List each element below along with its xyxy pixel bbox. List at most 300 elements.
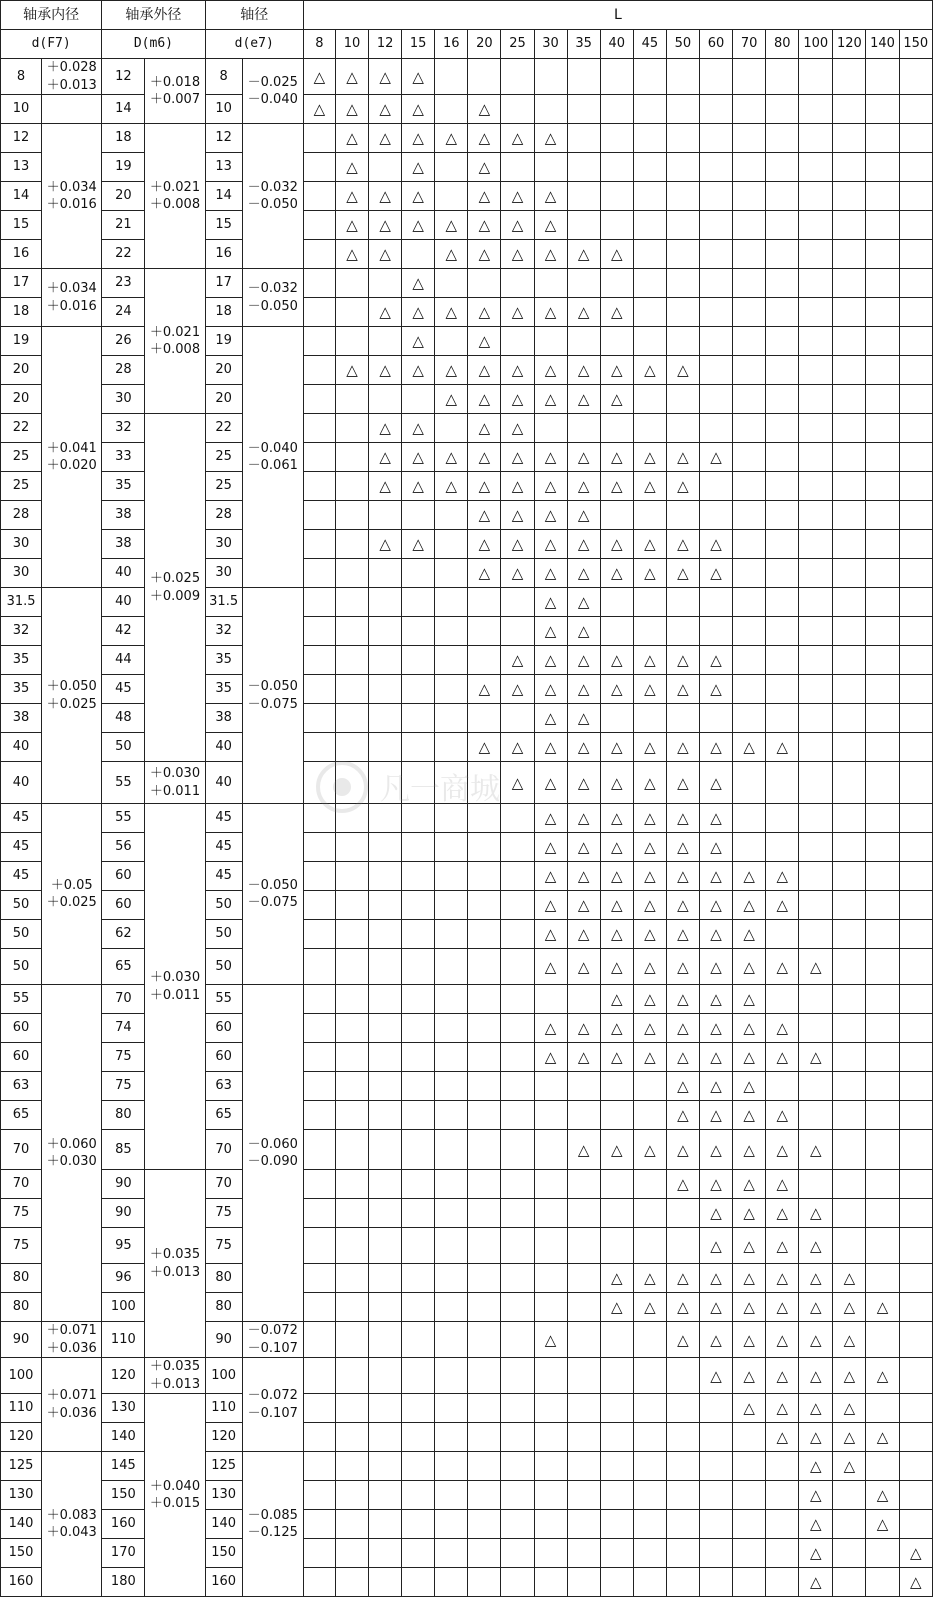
empty-cell [600, 1228, 633, 1264]
empty-cell [435, 1014, 468, 1043]
empty-cell [435, 1423, 468, 1452]
empty-cell [468, 646, 501, 675]
empty-cell [866, 1264, 899, 1293]
available-mark: △ [501, 356, 534, 385]
shaft-tolerance-cell-line: －0.050 [247, 298, 298, 314]
empty-cell [567, 1423, 600, 1452]
empty-cell [335, 920, 368, 949]
available-mark: △ [501, 501, 534, 530]
available-mark: △ [369, 95, 402, 124]
available-mark: △ [766, 1293, 799, 1322]
empty-cell [799, 530, 833, 559]
outer-diameter-cell: 60 [102, 891, 145, 920]
available-mark: △ [866, 1510, 899, 1539]
empty-cell [369, 588, 402, 617]
empty-cell [833, 530, 866, 559]
empty-cell [468, 1228, 501, 1264]
shaft-tolerance-cell-line: －0.075 [247, 696, 298, 712]
empty-cell [435, 530, 468, 559]
empty-cell [866, 327, 899, 356]
empty-cell [335, 985, 368, 1014]
empty-cell [633, 269, 666, 298]
bore-diameter-cell: 20 [1, 385, 42, 414]
length-header-45: 45 [633, 30, 666, 59]
empty-cell [369, 501, 402, 530]
bore-diameter-cell: 13 [1, 153, 42, 182]
empty-cell [567, 1228, 600, 1264]
bore-diameter-cell: 10 [1, 95, 42, 124]
empty-cell [866, 414, 899, 443]
empty-cell [666, 59, 699, 95]
empty-cell [567, 1568, 600, 1597]
empty-cell [534, 1293, 567, 1322]
empty-cell [435, 1510, 468, 1539]
available-mark: △ [799, 1481, 833, 1510]
length-header-150: 150 [899, 30, 932, 59]
available-mark: △ [600, 530, 633, 559]
bore-diameter-cell: 30 [1, 530, 42, 559]
available-mark: △ [866, 1481, 899, 1510]
available-mark: △ [567, 733, 600, 762]
available-mark: △ [799, 1423, 833, 1452]
empty-cell [600, 1452, 633, 1481]
empty-cell [369, 646, 402, 675]
empty-cell [534, 1568, 567, 1597]
available-mark: △ [468, 472, 501, 501]
empty-cell [501, 588, 534, 617]
shaft-diameter-cell: 60 [205, 1043, 242, 1072]
available-mark: △ [369, 443, 402, 472]
empty-cell [435, 1452, 468, 1481]
empty-cell [633, 182, 666, 211]
empty-cell [600, 1199, 633, 1228]
shaft-diameter-cell: 70 [205, 1130, 242, 1170]
empty-cell [335, 1394, 368, 1423]
empty-cell [567, 95, 600, 124]
empty-cell [435, 153, 468, 182]
table-row [1, 501, 933, 530]
empty-cell [833, 804, 866, 833]
outer-diameter-cell: 14 [102, 95, 145, 124]
empty-cell [899, 1481, 932, 1510]
empty-cell [501, 704, 534, 733]
table-row [1, 414, 933, 443]
empty-cell [468, 762, 501, 804]
available-mark: △ [468, 443, 501, 472]
available-mark: △ [766, 733, 799, 762]
available-mark: △ [699, 1130, 732, 1170]
empty-cell [866, 833, 899, 862]
empty-cell [369, 704, 402, 733]
shaft-diameter-cell: 80 [205, 1264, 242, 1293]
empty-cell [899, 675, 932, 704]
bore-tolerance-cell-line: ＋0.016 [46, 298, 97, 314]
available-mark: △ [733, 985, 766, 1014]
shaft-tolerance-cell-line: －0.050 [247, 679, 298, 695]
empty-cell [733, 559, 766, 588]
empty-cell [766, 182, 799, 211]
empty-cell [534, 1228, 567, 1264]
available-mark: △ [534, 1043, 567, 1072]
shaft-diameter-cell: 45 [205, 862, 242, 891]
available-mark: △ [600, 675, 633, 704]
bore-tolerance-cell-line: ＋0.030 [46, 1154, 97, 1170]
available-mark: △ [733, 1228, 766, 1264]
table-row [1, 920, 933, 949]
available-mark: △ [567, 501, 600, 530]
empty-cell [402, 985, 435, 1014]
empty-cell [402, 1423, 435, 1452]
bore-diameter-cell: 25 [1, 443, 42, 472]
available-mark: △ [501, 385, 534, 414]
outer-diameter-cell: 30 [102, 385, 145, 414]
empty-cell [633, 153, 666, 182]
length-header-50: 50 [666, 30, 699, 59]
available-mark: △ [733, 1130, 766, 1170]
empty-cell [699, 1394, 732, 1423]
empty-cell [335, 1130, 368, 1170]
empty-cell [833, 1072, 866, 1101]
empty-cell [899, 559, 932, 588]
empty-cell [435, 1481, 468, 1510]
empty-cell [534, 1199, 567, 1228]
shaft-diameter-cell: 40 [205, 733, 242, 762]
available-mark: △ [633, 530, 666, 559]
empty-cell [468, 269, 501, 298]
empty-cell [402, 762, 435, 804]
bore-tolerance-cell-line: ＋0.041 [46, 440, 97, 456]
available-mark: △ [402, 124, 435, 153]
table-row [1, 1322, 933, 1358]
empty-cell [369, 862, 402, 891]
empty-cell [402, 1228, 435, 1264]
empty-cell [733, 385, 766, 414]
available-mark: △ [666, 762, 699, 804]
empty-cell [402, 1199, 435, 1228]
shaft-diameter-cell: 31.5 [205, 588, 242, 617]
empty-cell [866, 443, 899, 472]
empty-cell [766, 95, 799, 124]
available-mark: △ [534, 501, 567, 530]
available-mark: △ [699, 1293, 732, 1322]
table-row [1, 804, 933, 833]
available-mark: △ [633, 1130, 666, 1170]
available-mark: △ [633, 985, 666, 1014]
available-mark: △ [833, 1358, 866, 1394]
available-mark: △ [699, 733, 732, 762]
empty-cell [369, 1394, 402, 1423]
shaft-tolerance-cell-line: －0.072 [247, 1323, 298, 1339]
empty-cell [833, 949, 866, 985]
empty-cell [699, 124, 732, 153]
empty-cell [435, 414, 468, 443]
empty-cell [899, 1322, 932, 1358]
empty-cell [699, 298, 732, 327]
available-mark: △ [501, 472, 534, 501]
available-mark: △ [534, 675, 567, 704]
bore-diameter-cell: 120 [1, 1423, 42, 1452]
shaft-diameter-cell: 32 [205, 617, 242, 646]
empty-cell [534, 1101, 567, 1130]
available-mark: △ [600, 1130, 633, 1170]
empty-cell [766, 327, 799, 356]
empty-cell [666, 501, 699, 530]
empty-cell [733, 501, 766, 530]
available-mark: △ [567, 617, 600, 646]
outer-tolerance-cell-line: ＋0.007 [149, 92, 201, 108]
shaft-diameter-cell: 14 [205, 182, 242, 211]
empty-cell [369, 675, 402, 704]
available-mark: △ [402, 327, 435, 356]
empty-cell [766, 1539, 799, 1568]
bore-tolerance-cell-line: ＋0.025 [46, 895, 97, 911]
empty-cell [435, 733, 468, 762]
empty-cell [899, 762, 932, 804]
available-mark: △ [866, 1423, 899, 1452]
available-mark: △ [699, 1101, 732, 1130]
empty-cell [899, 414, 932, 443]
empty-cell [468, 1293, 501, 1322]
table-row [1, 59, 933, 95]
empty-cell [369, 153, 402, 182]
bore-diameter-cell: 80 [1, 1264, 42, 1293]
empty-cell [866, 501, 899, 530]
empty-cell [633, 1481, 666, 1510]
table-body [1, 59, 933, 1597]
empty-cell [899, 298, 932, 327]
empty-cell [435, 1293, 468, 1322]
empty-cell [799, 95, 833, 124]
empty-cell [468, 891, 501, 920]
empty-cell [666, 298, 699, 327]
available-mark: △ [766, 1014, 799, 1043]
empty-cell [899, 733, 932, 762]
available-mark: △ [335, 59, 368, 95]
bore-tolerance-cell [42, 327, 102, 588]
table-row [1, 733, 933, 762]
empty-cell [833, 1539, 866, 1568]
empty-cell [733, 704, 766, 733]
empty-cell [303, 1539, 335, 1568]
empty-cell [303, 1264, 335, 1293]
available-mark: △ [766, 1322, 799, 1358]
empty-cell [303, 891, 335, 920]
empty-cell [633, 501, 666, 530]
outer-tolerance-cell [145, 124, 205, 269]
empty-cell [335, 1568, 368, 1597]
available-mark: △ [369, 240, 402, 269]
empty-cell [666, 617, 699, 646]
available-mark: △ [567, 920, 600, 949]
empty-cell [899, 59, 932, 95]
available-mark: △ [600, 1293, 633, 1322]
available-mark: △ [435, 124, 468, 153]
empty-cell [866, 124, 899, 153]
empty-cell [435, 559, 468, 588]
empty-cell [402, 588, 435, 617]
available-mark: △ [699, 646, 732, 675]
bore-diameter-cell: 60 [1, 1043, 42, 1072]
outer-diameter-cell: 45 [102, 675, 145, 704]
empty-cell [303, 269, 335, 298]
empty-cell [402, 1568, 435, 1597]
available-mark: △ [766, 891, 799, 920]
empty-cell [899, 1072, 932, 1101]
bore-tolerance-cell [42, 804, 102, 985]
outer-tolerance-cell [145, 804, 205, 1170]
shaft-tolerance-cell-line: －0.072 [247, 1388, 298, 1404]
empty-cell [303, 240, 335, 269]
shaft-tolerance-cell [242, 1452, 303, 1597]
empty-cell [866, 920, 899, 949]
bore-diameter-cell: 125 [1, 1452, 42, 1481]
available-mark: △ [699, 833, 732, 862]
available-mark: △ [534, 182, 567, 211]
empty-cell [899, 211, 932, 240]
available-mark: △ [833, 1423, 866, 1452]
empty-cell [899, 1101, 932, 1130]
empty-cell [799, 891, 833, 920]
table-row [1, 356, 933, 385]
available-mark: △ [633, 1014, 666, 1043]
empty-cell [833, 472, 866, 501]
available-mark: △ [369, 298, 402, 327]
empty-cell [899, 646, 932, 675]
available-mark: △ [866, 1293, 899, 1322]
empty-cell [666, 95, 699, 124]
shaft-diameter-cell: 110 [205, 1394, 242, 1423]
empty-cell [435, 1101, 468, 1130]
table-row [1, 269, 933, 298]
available-mark: △ [666, 1043, 699, 1072]
available-mark: △ [733, 920, 766, 949]
empty-cell [666, 414, 699, 443]
empty-cell [600, 1072, 633, 1101]
available-mark: △ [534, 704, 567, 733]
available-mark: △ [468, 298, 501, 327]
empty-cell [633, 1452, 666, 1481]
empty-cell [799, 153, 833, 182]
empty-cell [335, 675, 368, 704]
empty-cell [633, 588, 666, 617]
empty-cell [600, 153, 633, 182]
available-mark: △ [567, 356, 600, 385]
available-mark: △ [766, 1394, 799, 1423]
empty-cell [799, 124, 833, 153]
empty-cell [733, 530, 766, 559]
empty-cell [833, 501, 866, 530]
bore-diameter-cell: 45 [1, 804, 42, 833]
empty-cell [866, 588, 899, 617]
empty-cell [534, 153, 567, 182]
empty-cell [501, 862, 534, 891]
outer-diameter-cell: 74 [102, 1014, 145, 1043]
empty-cell [766, 985, 799, 1014]
empty-cell [899, 1130, 932, 1170]
empty-cell [567, 1452, 600, 1481]
empty-cell [468, 1101, 501, 1130]
empty-cell [899, 588, 932, 617]
empty-cell [435, 704, 468, 733]
empty-cell [335, 588, 368, 617]
bore-diameter-cell: 100 [1, 1358, 42, 1394]
empty-cell [534, 1452, 567, 1481]
empty-cell [402, 1510, 435, 1539]
available-mark: △ [866, 1358, 899, 1394]
empty-cell [435, 1130, 468, 1170]
available-mark: △ [402, 211, 435, 240]
empty-cell [468, 920, 501, 949]
empty-cell [899, 1043, 932, 1072]
empty-cell [369, 1510, 402, 1539]
empty-cell [501, 1293, 534, 1322]
length-header-25: 25 [501, 30, 534, 59]
empty-cell [303, 588, 335, 617]
shaft-tolerance-cell-line: －0.040 [247, 440, 298, 456]
bore-diameter-cell: 18 [1, 298, 42, 327]
available-mark: △ [567, 891, 600, 920]
available-mark: △ [567, 833, 600, 862]
bore-diameter-cell: 65 [1, 1101, 42, 1130]
available-mark: △ [468, 356, 501, 385]
empty-cell [666, 1510, 699, 1539]
shaft-tolerance-cell [242, 59, 303, 124]
empty-cell [468, 1264, 501, 1293]
empty-cell [303, 1510, 335, 1539]
available-mark: △ [534, 762, 567, 804]
empty-cell [303, 559, 335, 588]
outer-diameter-cell: 19 [102, 153, 145, 182]
empty-cell [534, 1264, 567, 1293]
shaft-tolerance-cell [242, 985, 303, 1322]
available-mark: △ [534, 617, 567, 646]
empty-cell [866, 1394, 899, 1423]
bore-tolerance-cell-line: ＋0.013 [46, 77, 97, 93]
available-mark: △ [699, 862, 732, 891]
available-mark: △ [833, 1293, 866, 1322]
empty-cell [600, 1539, 633, 1568]
shaft-tolerance-cell [242, 1358, 303, 1452]
empty-cell [899, 501, 932, 530]
available-mark: △ [699, 985, 732, 1014]
empty-cell [335, 1481, 368, 1510]
outer-diameter-cell: 44 [102, 646, 145, 675]
bore-diameter-cell: 15 [1, 211, 42, 240]
shaft-diameter-cell: 35 [205, 675, 242, 704]
shaft-diameter-cell: 20 [205, 385, 242, 414]
outer-diameter-cell: 62 [102, 920, 145, 949]
empty-cell [666, 385, 699, 414]
empty-cell [501, 95, 534, 124]
length-header-8: 8 [303, 30, 335, 59]
table-row [1, 646, 933, 675]
empty-cell [435, 949, 468, 985]
empty-cell [335, 1539, 368, 1568]
available-mark: △ [402, 182, 435, 211]
available-mark: △ [335, 356, 368, 385]
empty-cell [899, 920, 932, 949]
outer-diameter-cell: 20 [102, 182, 145, 211]
length-header-120: 120 [833, 30, 866, 59]
available-mark: △ [699, 559, 732, 588]
empty-cell [833, 1228, 866, 1264]
outer-diameter-cell: 48 [102, 704, 145, 733]
available-mark: △ [534, 891, 567, 920]
empty-cell [468, 1481, 501, 1510]
table-row [1, 1510, 933, 1539]
empty-cell [468, 59, 501, 95]
empty-cell [866, 1130, 899, 1170]
